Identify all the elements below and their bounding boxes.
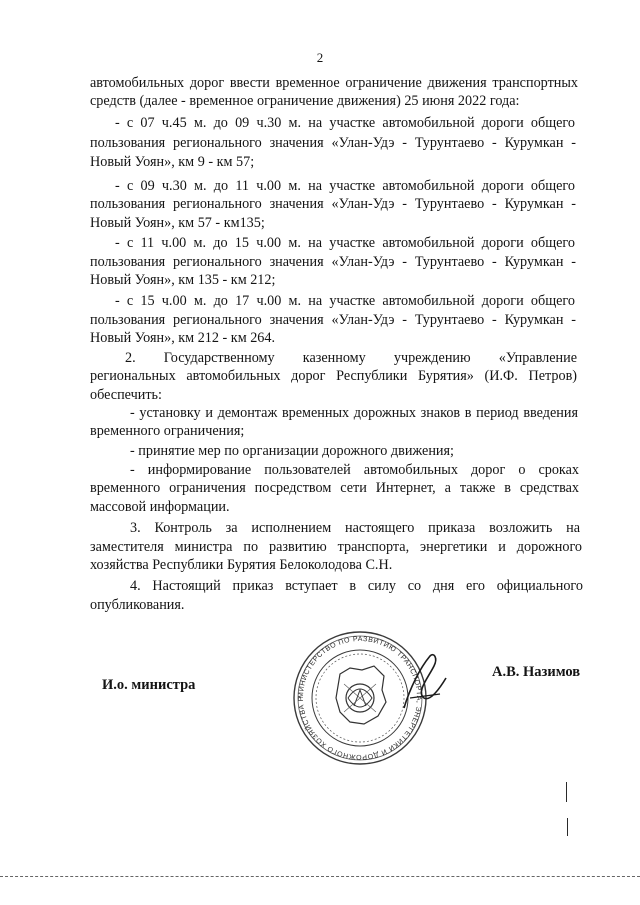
scan-cut-line [0,876,640,877]
list-item-line: - с 15 ч.00 м. до 17 ч.00 м. на участке автомобильной дороги общего [115,293,575,309]
scan-edge-mark [567,818,568,836]
official-seal-stamp [290,628,430,773]
paragraph-line: заместителя министра по развитию транспорта, энергетики и дорожного [90,539,582,555]
body-line: средств (далее - временное ограничение движения) 25 июня 2022 года: [90,93,520,109]
page-number: 2 [316,50,324,65]
seal-text: МИНИСТЕРСТВО ПО РАЗВИТИЮ ТРАНСПОРТА, ЭНЕРГЕТИКИ И ДОРОЖНОГО ХОЗЯЙСТВА Р [297,635,423,761]
list-item-line: временного ограничения; [90,423,245,439]
list-item-line: - установку и демонтаж временных дорожных знаков в период введения [130,405,578,421]
signatory-name: А.В. Назимов [492,664,581,680]
list-item-line: массовой информации. [90,499,230,515]
paragraph-line: хозяйства Республики Бурятия Белоколодова С.Н. [90,557,393,573]
list-item-line: - с 09 ч.30 м. до 11 ч.00 м. на участке автомобильной дороги общего [115,178,575,194]
paragraph-line: 3. Контроль за исполнением настоящего приказа возложить на [130,520,580,536]
list-item-line: пользования регионального значения «Улан-Удэ - Турунтаево - Курумкан - [90,254,576,270]
paragraph-line: 4. Настоящий приказ вступает в силу со дня его официального [130,578,583,594]
list-item-line: Новый Уоян», км 9 - км 57; [90,154,255,170]
list-item-line: - с 11 ч.00 м. до 15 ч.00 м. на участке автомобильной дороги общего [115,235,575,251]
paragraph-line: 2. Государственному казенному учреждению «Управление [125,350,577,366]
list-item-line: - с 07 ч.45 м. до 09 ч.30 м. на участке автомобильной дороги общего [115,115,575,131]
paragraph-line: региональных автомобильных дорог Республики Бурятия» (И.Ф. Петров) [90,368,577,384]
body-line: автомобильных дорог ввести временное ограничение движения транспортных [90,75,578,91]
list-item-line: - информирование пользователей автомобильных дорог о сроках [130,462,579,478]
list-item-line: Новый Уоян», км 57 - км135; [90,215,265,231]
scan-edge-mark [566,782,567,802]
paragraph-line: обеспечить: [90,387,162,403]
list-item-line: - принятие мер по организации дорожного движения; [130,443,454,459]
paragraph-line: опубликования. [90,597,185,613]
signatory-position: И.о. министра [102,677,196,693]
list-item-line: Новый Уоян», км 135 - км 212; [90,272,276,288]
list-item-line: пользования регионального значения «Улан-Удэ - Турунтаево - Курумкан - [90,196,576,212]
list-item-line: пользования регионального значения «Улан-Удэ - Турунтаево - Курумкан - [90,135,576,151]
signature-scribble-icon [400,648,450,718]
list-item-line: временного ограничения посредством сети Интернет, а также в средствах [90,480,579,496]
list-item-line: Новый Уоян», км 212 - км 264. [90,330,276,346]
list-item-line: пользования регионального значения «Улан-Удэ - Турунтаево - Курумкан - [90,312,576,328]
